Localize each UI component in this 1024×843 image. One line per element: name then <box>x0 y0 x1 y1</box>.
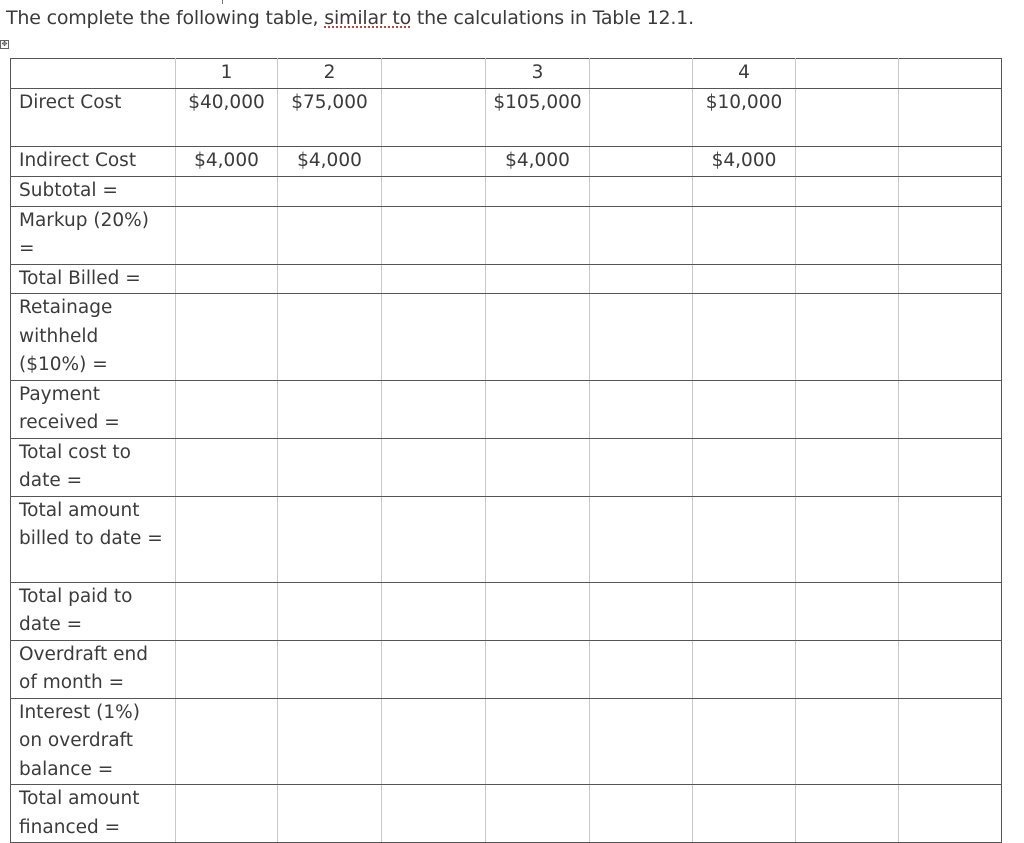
table-cell[interactable] <box>590 380 693 438</box>
table-cell[interactable]: $4,000 <box>486 147 590 177</box>
table-cell[interactable] <box>382 89 486 147</box>
table-cell[interactable] <box>382 264 486 294</box>
table-row-markup <box>11 206 1002 264</box>
table-cell[interactable] <box>590 640 693 698</box>
header-cell-month-3[interactable]: 3 <box>486 59 590 89</box>
header-cell-month-2[interactable]: 2 <box>278 59 382 89</box>
table-cell[interactable] <box>278 380 382 438</box>
table-cell[interactable] <box>176 438 278 496</box>
table-cell[interactable] <box>382 698 486 785</box>
header-cell[interactable] <box>899 59 1002 89</box>
table-cell[interactable] <box>693 380 796 438</box>
table-cell[interactable] <box>590 206 693 264</box>
row-label[interactable]: Total Billed = <box>11 264 176 294</box>
table-cell[interactable] <box>899 582 1002 640</box>
table-row-total-billed <box>11 264 1002 294</box>
table-cell[interactable]: $40,000 <box>176 89 278 147</box>
table-cell[interactable] <box>486 264 590 294</box>
table-row-payment-received <box>11 380 1002 438</box>
table-cell[interactable] <box>278 698 382 785</box>
table-cell[interactable] <box>176 698 278 785</box>
header-cell[interactable] <box>382 59 486 89</box>
table-cell[interactable] <box>382 496 486 582</box>
row-label[interactable]: Subtotal = <box>11 177 176 207</box>
table-cell[interactable] <box>899 294 1002 381</box>
table-cell[interactable] <box>590 147 693 177</box>
header-cell-month-4[interactable]: 4 <box>693 59 796 89</box>
table-move-handle-icon[interactable]: ✥ <box>1 40 8 48</box>
table-cell[interactable] <box>796 177 899 207</box>
table-cell[interactable]: $4,000 <box>693 147 796 177</box>
table-cell[interactable] <box>382 438 486 496</box>
table-cell[interactable] <box>486 380 590 438</box>
table-row-interest <box>11 698 1002 785</box>
table-cell[interactable] <box>278 640 382 698</box>
header-cell-month-1[interactable]: 1 <box>176 59 278 89</box>
table-cell[interactable] <box>382 294 486 381</box>
table-cell[interactable] <box>486 294 590 381</box>
table-cell[interactable] <box>796 438 899 496</box>
table-cell[interactable] <box>693 177 796 207</box>
row-label[interactable]: Total cost to date = <box>11 438 176 496</box>
row-label[interactable]: Total amount billed to date = <box>11 496 176 582</box>
table-cell[interactable] <box>382 147 486 177</box>
table-cell[interactable] <box>590 438 693 496</box>
table-cell[interactable] <box>590 582 693 640</box>
table-cell[interactable] <box>796 698 899 785</box>
table-cell[interactable] <box>176 294 278 381</box>
row-label[interactable]: Direct Cost <box>11 89 176 147</box>
table-row-indirect-cost <box>11 147 1002 177</box>
table-row-total-billed-to-date <box>11 496 1002 582</box>
table-cell[interactable] <box>486 496 590 582</box>
table-cell[interactable] <box>590 785 693 843</box>
header-cell[interactable] <box>11 59 176 89</box>
table-cell[interactable] <box>899 496 1002 582</box>
table-cell[interactable] <box>693 582 796 640</box>
table-cell[interactable]: $105,000 <box>486 89 590 147</box>
table-row-direct-cost <box>11 89 1002 147</box>
cost-worksheet-table <box>10 58 1002 843</box>
table-cell[interactable] <box>796 264 899 294</box>
table-cell[interactable] <box>590 496 693 582</box>
header-row <box>11 59 1002 89</box>
table-cell[interactable] <box>176 582 278 640</box>
table-cell[interactable] <box>796 147 899 177</box>
table-cell[interactable] <box>486 177 590 207</box>
table-cell[interactable] <box>486 640 590 698</box>
table-cell[interactable] <box>899 785 1002 843</box>
table-cell[interactable] <box>590 698 693 785</box>
table-cell[interactable] <box>176 206 278 264</box>
table-cell[interactable] <box>796 640 899 698</box>
instruction-after: the calculations in Table 12.1. <box>411 7 694 29</box>
table-cell[interactable] <box>693 785 796 843</box>
table-cell[interactable] <box>486 438 590 496</box>
table-cell[interactable] <box>899 177 1002 207</box>
table-cell[interactable] <box>796 496 899 582</box>
table-cell[interactable] <box>278 438 382 496</box>
table-cell[interactable] <box>796 785 899 843</box>
table-cell[interactable] <box>796 380 899 438</box>
table-cell[interactable] <box>486 206 590 264</box>
table-cell[interactable] <box>176 264 278 294</box>
table-cell[interactable] <box>382 785 486 843</box>
table-cell[interactable] <box>486 582 590 640</box>
table-cell[interactable] <box>693 294 796 381</box>
row-label[interactable]: Interest (1%) on overdraft balance = <box>11 698 176 785</box>
table-row-total-financed <box>11 785 1002 843</box>
table-cell[interactable] <box>693 640 796 698</box>
table-cell[interactable] <box>382 206 486 264</box>
table-cell[interactable]: $4,000 <box>278 147 382 177</box>
table-cell[interactable] <box>382 380 486 438</box>
table-cell[interactable] <box>278 177 382 207</box>
table-cell[interactable] <box>796 206 899 264</box>
header-cell[interactable] <box>796 59 899 89</box>
table-cell[interactable] <box>796 582 899 640</box>
table-cell[interactable] <box>590 264 693 294</box>
table-cell[interactable]: $4,000 <box>176 147 278 177</box>
table-cell[interactable] <box>278 294 382 381</box>
table-cell[interactable] <box>382 582 486 640</box>
table-cell[interactable] <box>278 264 382 294</box>
table-cell[interactable] <box>899 206 1002 264</box>
table-cell[interactable] <box>693 698 796 785</box>
table-cell[interactable] <box>899 89 1002 147</box>
table-cell[interactable]: $10,000 <box>693 89 796 147</box>
table-cell[interactable] <box>693 264 796 294</box>
row-label[interactable]: Total paid to date = <box>11 582 176 640</box>
row-label[interactable]: Indirect Cost <box>11 147 176 177</box>
instruction-spellcheck-phrase: similar to <box>324 7 412 29</box>
table-cell[interactable] <box>796 89 899 147</box>
table-cell[interactable] <box>693 496 796 582</box>
table-cell[interactable] <box>693 206 796 264</box>
table-cell[interactable] <box>590 177 693 207</box>
instruction-before: The complete the following table, <box>6 7 325 29</box>
table-cell[interactable] <box>176 785 278 843</box>
table-cell[interactable] <box>176 640 278 698</box>
table-cell[interactable] <box>486 698 590 785</box>
table-row-total-cost-to-date <box>11 438 1002 496</box>
row-label[interactable]: Markup (20%) = <box>11 206 176 264</box>
table-cell[interactable] <box>382 177 486 207</box>
table-cell[interactable] <box>278 582 382 640</box>
instruction-text <box>6 4 694 32</box>
row-label[interactable]: Retainage withheld ($10%) = <box>11 294 176 381</box>
table-cell[interactable] <box>278 785 382 843</box>
row-label[interactable]: Total amount financed = <box>11 785 176 843</box>
table-cell[interactable] <box>176 177 278 207</box>
table-cell[interactable] <box>899 438 1002 496</box>
row-label[interactable]: Overdraft end of month = <box>11 640 176 698</box>
table-row-retainage <box>11 294 1002 381</box>
table-cell[interactable] <box>382 640 486 698</box>
table-cell[interactable] <box>899 264 1002 294</box>
table-cell[interactable] <box>899 640 1002 698</box>
table-row-subtotal <box>11 177 1002 207</box>
table-cell[interactable] <box>176 496 278 582</box>
table-cell[interactable] <box>796 294 899 381</box>
table-cell[interactable] <box>278 206 382 264</box>
row-label[interactable]: Payment received = <box>11 380 176 438</box>
table-cell[interactable] <box>590 294 693 381</box>
table-row-overdraft <box>11 640 1002 698</box>
table-row-total-paid-to-date <box>11 582 1002 640</box>
table-cell[interactable] <box>486 785 590 843</box>
table-cell[interactable]: $75,000 <box>278 89 382 147</box>
table-cell[interactable] <box>176 380 278 438</box>
header-cell[interactable] <box>590 59 693 89</box>
table-cell[interactable] <box>899 147 1002 177</box>
table-cell[interactable] <box>693 438 796 496</box>
table-cell[interactable] <box>899 698 1002 785</box>
table-cell[interactable] <box>899 380 1002 438</box>
table-cell[interactable] <box>278 496 382 582</box>
table-cell[interactable] <box>590 89 693 147</box>
